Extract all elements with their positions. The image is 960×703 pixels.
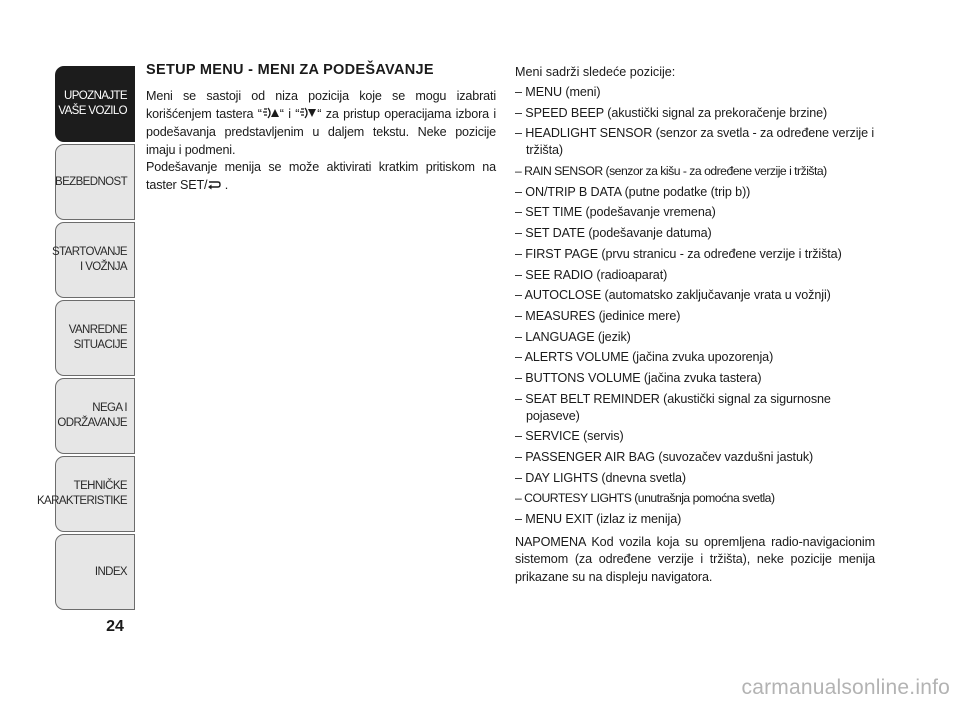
list-item: – FIRST PAGE (prvu stranicu - za određene verzije i tržišta) [515, 246, 842, 261]
list-item: – SEAT BELT REMINDER (akustički signal za sigurnosne pojaseve) [515, 391, 831, 423]
activation-text-2: . [221, 177, 229, 192]
light-up-arrow-icon [262, 109, 280, 121]
menu-list-intro: Meni sadrži sledeće pozicije: [515, 65, 676, 79]
list-item: – MENU (meni) [515, 85, 601, 99]
list-item: – SET TIME (podešavanje vremena) [515, 205, 716, 220]
section-heading: SETUP MENU - MENI ZA PODEŠAVANJE [146, 62, 434, 78]
list-item: – HEADLIGHT SENSOR (senzor za svetla - za određene verzije i tržišta) [515, 126, 875, 158]
tab-tehnicke-karakteristike[interactable]: TEHNIČKE KARAKTERISTIKE [55, 456, 135, 532]
menu-positions-section [515, 64, 875, 586]
list-item: – ALERTS VOLUME (jačina zvuka upozorenja) [515, 350, 774, 365]
list-item: – MENU EXIT (izlaz iz menija) [515, 512, 682, 527]
activation-text-1: Podešavanje menija se može aktivirati kratkim pritiskom na taster SET/ [146, 160, 496, 192]
list-item: – MEASURES (jedinice mere) [515, 308, 681, 323]
list-item: – SEE RADIO (radioaparat) [515, 267, 668, 282]
navigation-note: NAPOMENA Kod vozila koja su opremljena radio-navigacionim sistemom (za određene verzije i tržišta), neke pozicije menija prikazane su na displeju navigatora. [515, 535, 875, 584]
intro-text-2: “ i “ [279, 106, 300, 121]
list-item: – LANGUAGE (jezik) [515, 329, 631, 344]
list-item: – SET DATE (podešavanje datuma) [515, 226, 712, 241]
setup-menu-section [146, 62, 496, 195]
list-item: – SPEED BEEP (akustički signal za prekoračenje brzine) [515, 105, 828, 120]
menu-positions-list [515, 84, 875, 528]
list-item: – PASSENGER AIR BAG (suvozačev vazdušni jastuk) [515, 450, 814, 464]
list-item: – RAIN SENSOR (senzor za kišu - za određene verzije i tržišta) [515, 164, 827, 179]
tab-upoznajte-vase-vozilo[interactable]: UPOZNAJTE VAŠE VOZILO [55, 66, 135, 142]
tab-vanredne-situacije[interactable]: VANREDNE SITUACIJE [55, 300, 135, 376]
intro-paragraph [146, 88, 496, 159]
tab-nega-i-odrzavanje[interactable]: NEGA I ODRŽAVANJE [55, 378, 135, 454]
intro-text-3: “ za pristup operacijama izbora i podešavanja predstavljenim u daljem tekstu. Neke pozicije imaju i podmeni. [146, 106, 496, 157]
watermark: carmanualsonline.info [741, 676, 950, 699]
tab-index[interactable]: INDEX [55, 534, 135, 610]
list-item: – SERVICE (servis) [515, 429, 624, 444]
list-item: – DAY LIGHTS (dnevna svetla) [515, 470, 687, 485]
intro-text-1: Meni se sastoji od niza pozicija koje se mogu izabrati korišćenjem tastera “ [146, 89, 496, 121]
list-item: – ON/TRIP B DATA (putne podatke (trip b)) [515, 184, 751, 199]
light-down-arrow-icon [299, 109, 317, 121]
tab-bezbednost[interactable]: BEZBEDNOST [55, 144, 135, 220]
page-number: 24 [106, 618, 124, 635]
list-item: – BUTTONS VOLUME (jačina zvuka tastera) [515, 370, 762, 385]
list-item: – COURTESY LIGHTS (unutrašnja pomoćna svetla) [515, 491, 775, 506]
activation-paragraph [146, 159, 496, 194]
enter-return-icon [207, 178, 221, 192]
list-item: – AUTOCLOSE (automatsko zaključavanje vrata u vožnji) [515, 288, 831, 303]
tab-startovanje-i-voznja[interactable]: STARTOVANJE I VOŽNJA [55, 222, 135, 298]
